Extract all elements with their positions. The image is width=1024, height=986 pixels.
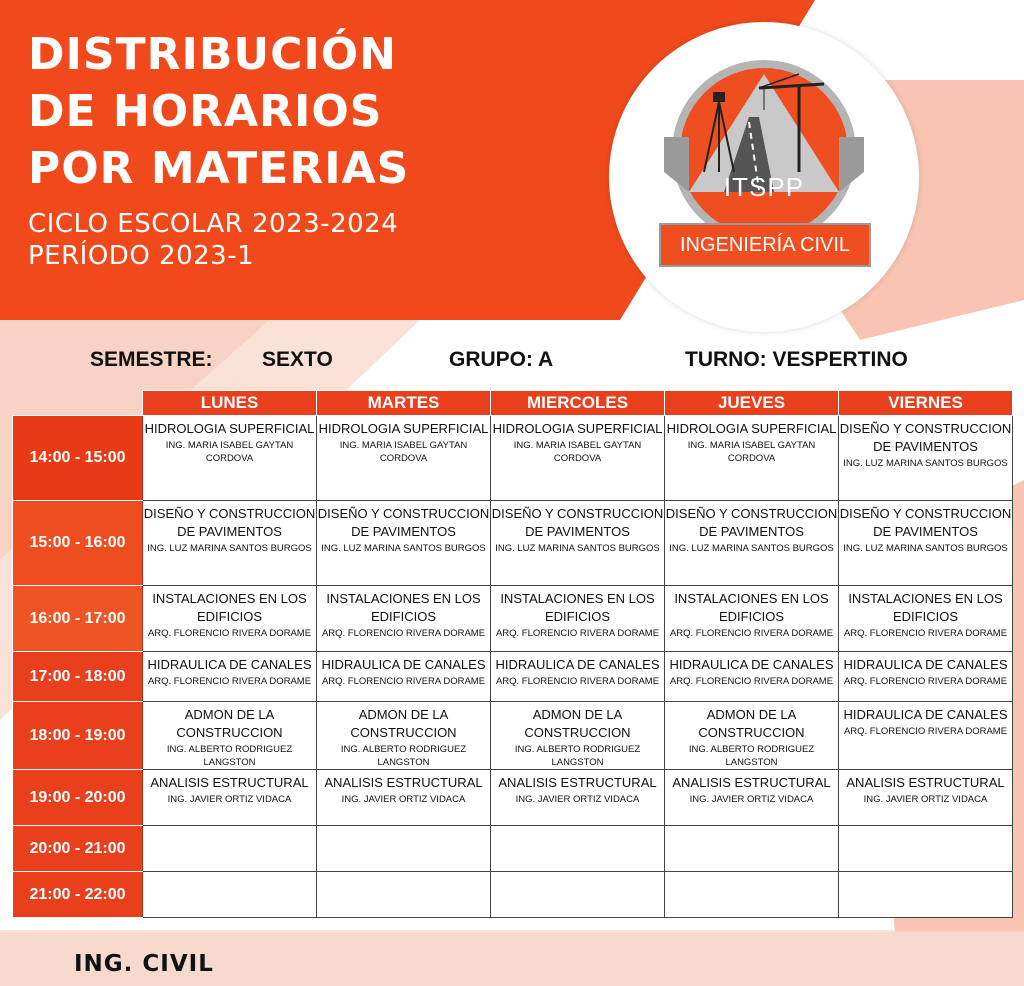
table-row [13, 501, 1013, 586]
schedule-cell [665, 416, 839, 501]
page-title [28, 26, 409, 197]
subject-name: ADMON DE LA CONSTRUCCION [176, 707, 283, 740]
teacher-name: ING. LUZ MARINA SANTOS BURGOS [843, 458, 1008, 469]
schedule-cell [839, 586, 1013, 652]
cycle-line-2: PERÍODO 2023-1 [28, 241, 255, 271]
schedule-cell [839, 501, 1013, 586]
grupo-info: GRUPO: A [449, 348, 554, 371]
teacher-name: ARQ. FLORENCIO RIVERA DORAME [669, 676, 834, 687]
schedule-cell [491, 416, 665, 501]
teacher-name: ARQ. FLORENCIO RIVERA DORAME [147, 676, 312, 687]
schedule-cell [491, 826, 665, 872]
day-header-row [13, 391, 1013, 416]
schedule-cell [665, 826, 839, 872]
semestre-value: SEXTO [262, 348, 333, 371]
table-row [13, 770, 1013, 826]
subject-name: ANALISIS ESTRUCTURAL [672, 775, 831, 790]
cycle-info [28, 208, 398, 272]
schedule-cell [665, 702, 839, 770]
teacher-name: ING. JAVIER ORTIZ VIDACA [167, 794, 292, 805]
schedule-cell [143, 501, 317, 586]
subject-name: ANALISIS ESTRUCTURAL [498, 775, 657, 790]
subject-name: DISEÑO Y CONSTRUCCION DE PAVIMENTOS [839, 506, 1012, 539]
subject-name: DISEÑO Y CONSTRUCCION DE PAVIMENTOS [317, 506, 490, 539]
schedule-cell [839, 872, 1013, 918]
teacher-name: ING. JAVIER ORTIZ VIDACA [341, 794, 466, 805]
schedule-cell [317, 770, 491, 826]
schedule-table [12, 390, 1013, 918]
subject-name: DISEÑO Y CONSTRUCCION DE PAVIMENTOS [665, 506, 838, 539]
teacher-name: ARQ. FLORENCIO RIVERA DORAME [147, 628, 312, 639]
schedule-cell [839, 770, 1013, 826]
teacher-name: ING. JAVIER ORTIZ VIDACA [515, 794, 640, 805]
schedule-cell [839, 652, 1013, 702]
teacher-name: ING. LUZ MARINA SANTOS BURGOS [147, 543, 312, 554]
schedule-cell [143, 416, 317, 501]
schedule-cell [317, 826, 491, 872]
teacher-name: ING. ALBERTO RODRIGUEZ LANGSTON [166, 744, 293, 768]
schedule-cell [143, 826, 317, 872]
teacher-name: ING. LUZ MARINA SANTOS BURGOS [495, 543, 660, 554]
schedule-cell [317, 702, 491, 770]
teacher-name: ING. LUZ MARINA SANTOS BURGOS [843, 543, 1008, 554]
subject-name: INSTALACIONES EN LOS EDIFICIOS [848, 591, 1003, 624]
subject-name: DISEÑO Y CONSTRUCCION DE PAVIMENTOS [839, 421, 1012, 454]
subject-name: HIDROLOGIA SUPERFICIAL [144, 421, 315, 436]
subject-name: ADMON DE LA CONSTRUCCION [350, 707, 457, 740]
schedule-cell [317, 586, 491, 652]
time-slot: 14:00 - 15:00 [13, 416, 143, 501]
table-row [13, 416, 1013, 501]
table-row [13, 826, 1013, 872]
time-slot: 20:00 - 21:00 [13, 826, 143, 872]
subject-name: HIDRAULICA DE CANALES [843, 707, 1008, 722]
turno-info: TURNO: VESPERTINO [685, 348, 908, 371]
schedule-cell [665, 770, 839, 826]
subject-name: ADMON DE LA CONSTRUCCION [524, 707, 631, 740]
subject-name: HIDRAULICA DE CANALES [495, 657, 660, 672]
table-row [13, 702, 1013, 770]
day-header-lunes: LUNES [143, 391, 317, 416]
schedule-cell [491, 586, 665, 652]
teacher-name: ARQ. FLORENCIO RIVERA DORAME [843, 726, 1008, 737]
subject-name: ANALISIS ESTRUCTURAL [324, 775, 483, 790]
title-line-3: POR MATERIAS [28, 143, 410, 194]
logo-acronym: ITSPP [723, 172, 805, 202]
subject-name: ANALISIS ESTRUCTURAL [150, 775, 309, 790]
teacher-name: ING. ALBERTO RODRIGUEZ LANGSTON [514, 744, 641, 768]
time-slot: 21:00 - 22:00 [13, 872, 143, 918]
subject-name: INSTALACIONES EN LOS EDIFICIOS [152, 591, 307, 624]
schedule-cell [491, 652, 665, 702]
day-header-jueves: JUEVES [665, 391, 839, 416]
itspp-logo [609, 22, 919, 332]
schedule-cell [317, 501, 491, 586]
day-header-viernes: VIERNES [839, 391, 1013, 416]
title-line-2: DE HORARIOS [28, 86, 383, 137]
schedule-cell [839, 702, 1013, 770]
subject-name: DISEÑO Y CONSTRUCCION DE PAVIMENTOS [143, 506, 316, 539]
logo-badge: INGENIERÍA CIVIL [659, 223, 871, 267]
day-header-miercoles: MIERCOLES [491, 391, 665, 416]
schedule-cell [665, 501, 839, 586]
schedule-cell [143, 586, 317, 652]
teacher-name: ING. MARIA ISABEL GAYTAN CORDOVA [513, 440, 642, 464]
teacher-name: ARQ. FLORENCIO RIVERA DORAME [843, 628, 1008, 639]
subject-name: HIDROLOGIA SUPERFICIAL [492, 421, 663, 436]
teacher-name: ARQ. FLORENCIO RIVERA DORAME [843, 676, 1008, 687]
title-line-1: DISTRIBUCIÓN [28, 29, 398, 80]
teacher-name: ING. JAVIER ORTIZ VIDACA [863, 794, 988, 805]
teacher-name: ARQ. FLORENCIO RIVERA DORAME [321, 628, 486, 639]
schedule-cell [491, 872, 665, 918]
teacher-name: ARQ. FLORENCIO RIVERA DORAME [495, 676, 660, 687]
teacher-name: ING. MARIA ISABEL GAYTAN CORDOVA [339, 440, 468, 464]
schedule-cell [317, 652, 491, 702]
subject-name: ANALISIS ESTRUCTURAL [846, 775, 1005, 790]
time-slot: 15:00 - 16:00 [13, 501, 143, 586]
day-header-martes: MARTES [317, 391, 491, 416]
teacher-name: ARQ. FLORENCIO RIVERA DORAME [495, 628, 660, 639]
schedule-cell [665, 872, 839, 918]
schedule-cell [665, 652, 839, 702]
teacher-name: ING. ALBERTO RODRIGUEZ LANGSTON [340, 744, 467, 768]
footer-label: ING. CIVIL [74, 951, 214, 977]
subject-name: INSTALACIONES EN LOS EDIFICIOS [674, 591, 829, 624]
schedule-cell [143, 652, 317, 702]
subject-name: HIDRAULICA DE CANALES [321, 657, 486, 672]
teacher-name: ARQ. FLORENCIO RIVERA DORAME [321, 676, 486, 687]
time-slot: 18:00 - 19:00 [13, 702, 143, 770]
teacher-name: ARQ. FLORENCIO RIVERA DORAME [669, 628, 834, 639]
teacher-name: ING. MARIA ISABEL GAYTAN CORDOVA [687, 440, 816, 464]
subject-name: HIDROLOGIA SUPERFICIAL [318, 421, 489, 436]
corner-cell [13, 391, 143, 416]
schedule-cell [143, 872, 317, 918]
schedule-cell [491, 501, 665, 586]
schedule-cell [317, 872, 491, 918]
teacher-name: ING. LUZ MARINA SANTOS BURGOS [669, 543, 834, 554]
subject-name: HIDRAULICA DE CANALES [669, 657, 834, 672]
semestre-label: SEMESTRE: [90, 348, 213, 371]
schedule-cell [317, 416, 491, 501]
subject-name: DISEÑO Y CONSTRUCCION DE PAVIMENTOS [491, 506, 664, 539]
schedule-cell [665, 586, 839, 652]
schedule-cell [143, 702, 317, 770]
schedule-body [13, 416, 1013, 918]
schedule-cell [491, 702, 665, 770]
schedule-cell [491, 770, 665, 826]
schedule-cell [839, 826, 1013, 872]
table-row [13, 652, 1013, 702]
subject-name: HIDRAULICA DE CANALES [843, 657, 1008, 672]
teacher-name: ING. MARIA ISABEL GAYTAN CORDOVA [165, 440, 294, 464]
time-slot: 16:00 - 17:00 [13, 586, 143, 652]
cycle-line-1: CICLO ESCOLAR 2023-2024 [28, 209, 399, 239]
table-row [13, 586, 1013, 652]
schedule-cell [839, 416, 1013, 501]
schedule-cell [143, 770, 317, 826]
subject-name: HIDRAULICA DE CANALES [147, 657, 312, 672]
time-slot: 19:00 - 20:00 [13, 770, 143, 826]
subject-name: HIDROLOGIA SUPERFICIAL [666, 421, 837, 436]
subject-name: INSTALACIONES EN LOS EDIFICIOS [326, 591, 481, 624]
table-row [13, 872, 1013, 918]
teacher-name: ING. JAVIER ORTIZ VIDACA [689, 794, 814, 805]
teacher-name: ING. ALBERTO RODRIGUEZ LANGSTON [688, 744, 815, 768]
time-slot: 17:00 - 18:00 [13, 652, 143, 702]
subject-name: INSTALACIONES EN LOS EDIFICIOS [500, 591, 655, 624]
teacher-name: ING. LUZ MARINA SANTOS BURGOS [321, 543, 486, 554]
subject-name: ADMON DE LA CONSTRUCCION [698, 707, 805, 740]
